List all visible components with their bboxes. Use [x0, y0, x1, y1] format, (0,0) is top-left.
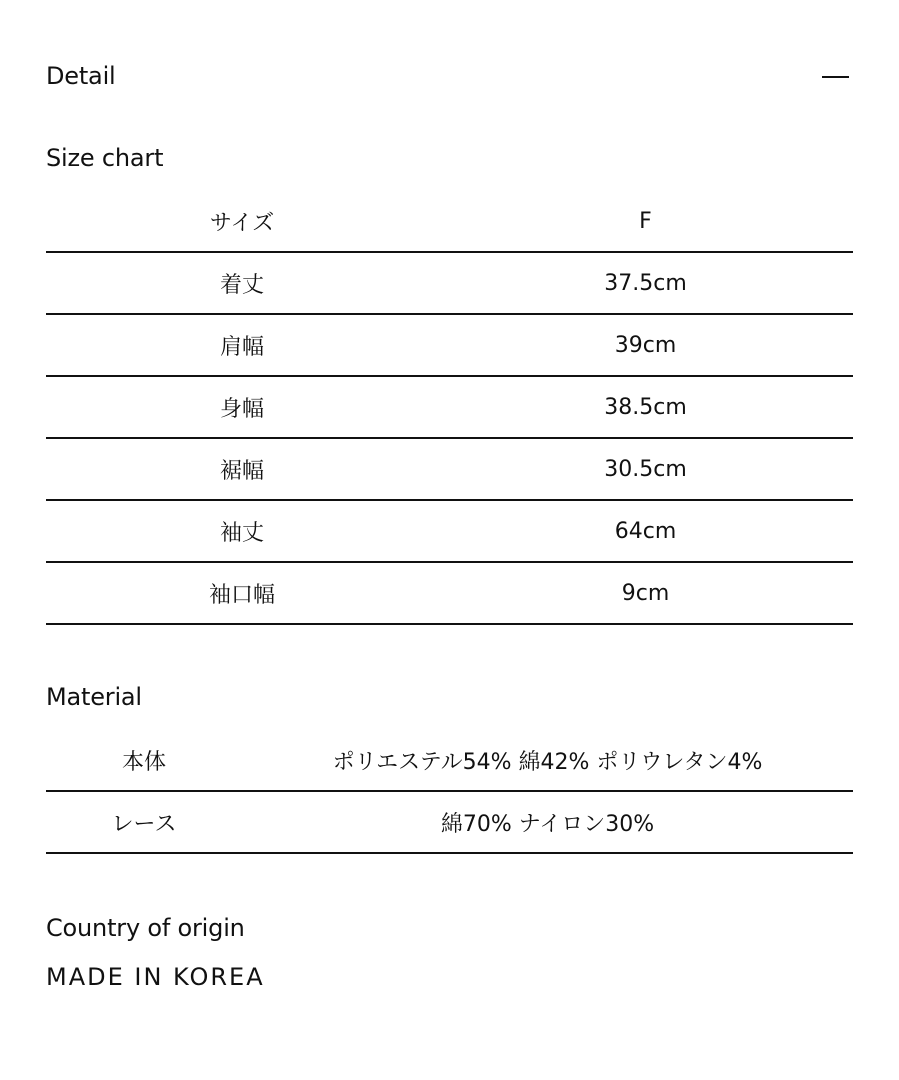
size-header-value: F — [639, 208, 652, 234]
size-chart-title: Size chart — [46, 144, 164, 172]
detail-accordion-header[interactable] — [46, 56, 853, 96]
table-row — [46, 501, 853, 563]
origin-value: MADE IN KOREA — [46, 963, 265, 991]
table-row — [46, 439, 853, 501]
size-row-label: 身幅 — [219, 396, 264, 422]
minus-icon[interactable] — [822, 76, 849, 78]
size-row-label: 袖丈 — [219, 520, 264, 546]
material-row-value: 綿70% ナイロン30% — [440, 811, 655, 837]
size-row-label: 袖口幅 — [208, 582, 275, 608]
detail-title: Detail — [46, 62, 116, 90]
size-header-label: サイズ — [209, 210, 275, 236]
size-row-value: 64cm — [614, 518, 677, 544]
size-row-value: 9cm — [621, 580, 670, 606]
size-row-value: 37.5cm — [604, 270, 687, 296]
material-row-label: 本体 — [121, 749, 166, 775]
table-row — [46, 253, 853, 315]
size-row-value: 39cm — [614, 332, 677, 358]
size-chart-table — [46, 191, 853, 625]
material-row-label: レース — [111, 811, 177, 837]
material-table — [46, 730, 853, 854]
table-row — [46, 377, 853, 439]
table-row — [46, 792, 853, 854]
origin-title: Country of origin — [46, 914, 245, 942]
size-row-label: 肩幅 — [219, 334, 264, 360]
size-row-label: 裾幅 — [219, 458, 264, 484]
table-row — [46, 563, 853, 625]
size-chart-header-row — [46, 191, 853, 253]
material-row-value: ポリエステル54% 綿42% ポリウレタン4% — [332, 749, 763, 775]
table-row — [46, 315, 853, 377]
table-row — [46, 730, 853, 792]
size-row-label: 着丈 — [219, 272, 264, 298]
size-row-value: 30.5cm — [604, 456, 687, 482]
material-title: Material — [46, 683, 142, 711]
size-row-value: 38.5cm — [604, 394, 687, 420]
